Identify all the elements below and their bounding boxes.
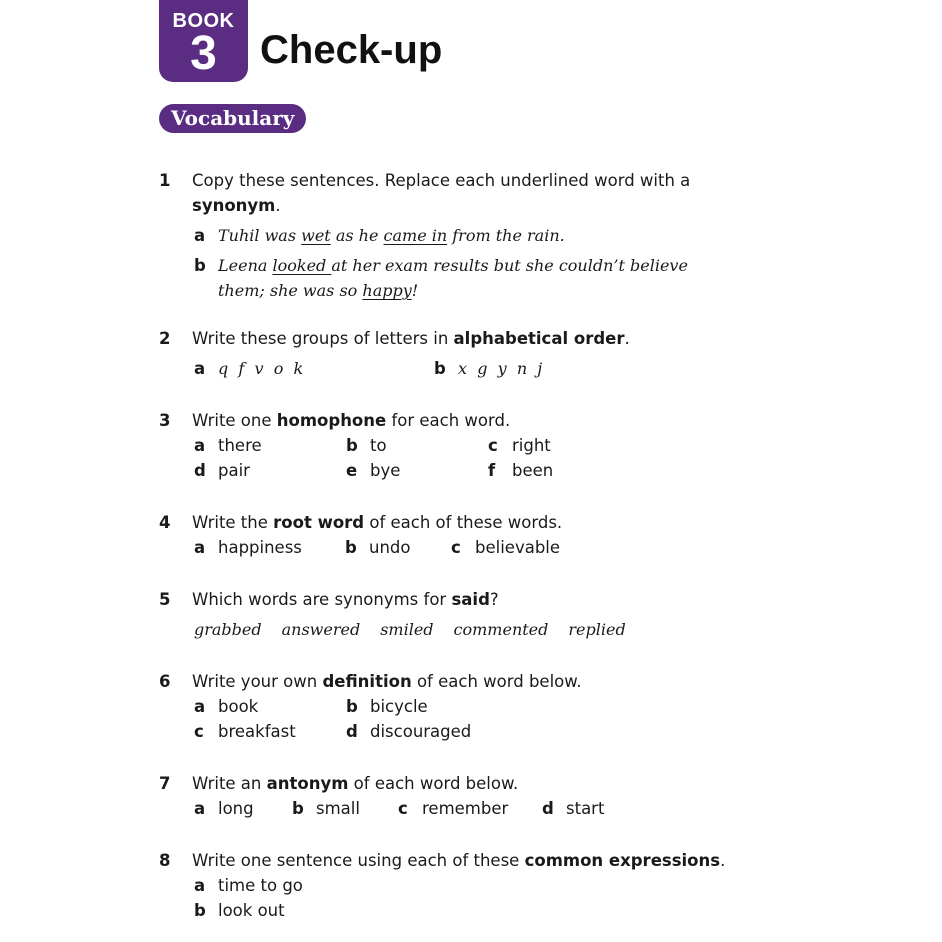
- word: happiness: [218, 538, 302, 557]
- item-label: a: [194, 799, 206, 818]
- question-text: Write an antonym of each word below.: [192, 774, 519, 793]
- word: to: [370, 436, 387, 455]
- question-number: 3: [159, 411, 171, 430]
- word: been: [512, 461, 554, 480]
- question-2: [159, 326, 879, 381]
- word-option: replied: [568, 620, 626, 639]
- question-text: Copy these sentences. Replace each underlined word with a: [192, 171, 691, 190]
- word: time to go: [218, 876, 303, 895]
- question-text: Write one homophone for each word.: [192, 411, 511, 430]
- item-label: a: [194, 359, 206, 378]
- section-label: Vocabulary: [159, 104, 306, 133]
- item-label: b: [434, 359, 446, 378]
- item-label: d: [346, 722, 358, 741]
- item-label: d: [542, 799, 554, 818]
- book-number: 3: [190, 27, 217, 80]
- item-label: c: [488, 436, 498, 455]
- question-1: 1 Copy these sentences. Replace each underlined word with a synonym . a Tuhil was wet as he came in from the rain. b Leena looked at her exam results but she couldn’t believe them; she was so happy!: [159, 171, 691, 300]
- question-text: Write one sentence using each of these common expressions.: [192, 851, 726, 870]
- sentence-b-line1: Leena looked at her exam results but she couldn’t believe: [218, 256, 688, 275]
- word: breakfast: [218, 722, 296, 741]
- item-label: f: [488, 461, 496, 480]
- item-label: b: [346, 697, 358, 716]
- underlined-word: wet: [301, 226, 331, 245]
- question-text: Write your own definition of each word below.: [192, 672, 582, 691]
- underlined-word: came in: [383, 226, 448, 245]
- question-8: [159, 848, 879, 923]
- item-label: b: [194, 901, 206, 920]
- item-label: a: [194, 697, 206, 716]
- question-number: 4: [159, 513, 171, 532]
- item-label: e: [346, 461, 358, 480]
- item-label: b: [194, 256, 206, 275]
- item-label: d: [194, 461, 206, 480]
- item-label: a: [194, 876, 206, 895]
- question-text: Write the root word of each of these words.: [192, 513, 563, 532]
- word: discouraged: [370, 722, 472, 741]
- question-number: 5: [159, 590, 171, 609]
- question-text: Which words are synonyms for said?: [192, 590, 499, 609]
- letter-group-a: q f v o k: [218, 359, 304, 378]
- word: undo: [369, 538, 411, 557]
- word: start: [566, 799, 605, 818]
- item-label: a: [194, 538, 206, 557]
- question-4: [159, 510, 879, 560]
- item-label: c: [398, 799, 408, 818]
- letter-group-b: x g y n j: [458, 359, 543, 378]
- item-label: b: [292, 799, 304, 818]
- item-label: a: [194, 226, 206, 245]
- item-label: c: [451, 538, 461, 557]
- underlined-word: looked: [272, 256, 332, 275]
- question-3: [159, 408, 879, 483]
- question-number: 1: [159, 171, 171, 190]
- word: there: [218, 436, 262, 455]
- word: pair: [218, 461, 250, 480]
- question-number: 2: [159, 329, 171, 348]
- word-option: smiled: [380, 620, 434, 639]
- sentence-b-line2: them; she was so happy!: [218, 281, 419, 300]
- question-5: [159, 587, 879, 642]
- word: believable: [475, 538, 561, 557]
- word-option: grabbed: [194, 620, 262, 639]
- item-label: a: [194, 436, 206, 455]
- question-number: 8: [159, 851, 171, 870]
- question-text: Write these groups of letters in alphabetical order.: [192, 329, 630, 348]
- word: bicycle: [370, 697, 428, 716]
- question-7: [159, 771, 879, 821]
- word: right: [512, 436, 551, 455]
- book-label: BOOK: [172, 10, 235, 32]
- word: bye: [370, 461, 401, 480]
- word: small: [316, 799, 360, 818]
- word-option: answered: [281, 620, 361, 639]
- sentence-a: Tuhil was wet as he came in from the rain.: [218, 226, 565, 245]
- key-term: synonym: [192, 196, 276, 215]
- question-number: 7: [159, 774, 171, 793]
- underlined-word: happy: [362, 281, 412, 300]
- word: remember: [422, 799, 509, 818]
- word: look out: [218, 901, 285, 920]
- item-label: b: [346, 436, 358, 455]
- question-6: [159, 669, 879, 744]
- word-option: commented: [453, 620, 549, 639]
- item-label: c: [194, 722, 204, 741]
- word: long: [218, 799, 254, 818]
- book-number-tab: [159, 0, 248, 82]
- question-number: 6: [159, 672, 171, 691]
- item-label: b: [345, 538, 357, 557]
- word: book: [218, 697, 259, 716]
- page-title: Check-up: [260, 28, 443, 72]
